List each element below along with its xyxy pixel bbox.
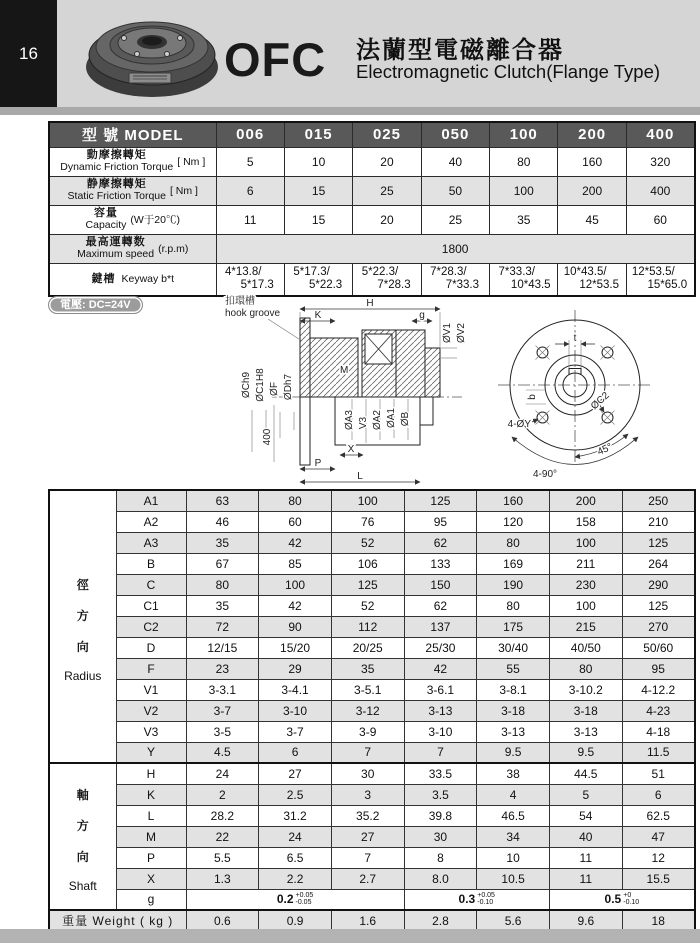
page-title-zh: 法蘭型電磁離合器 [356, 37, 564, 64]
dim-value-cell: 27 [259, 763, 332, 784]
dim-value-cell: 125 [331, 574, 404, 595]
dim-value-cell: 11 [549, 868, 622, 889]
spec-label-en: Keyway b*t [121, 272, 175, 285]
dim-value-cell: 34 [477, 826, 550, 847]
dim-value-cell: 2.7 [331, 868, 404, 889]
dim-value-cell: 4 [477, 784, 550, 805]
spec-row [49, 205, 695, 234]
dim-value-cell: 5.5 [186, 847, 259, 868]
spec-value-cell: 15 [284, 176, 352, 205]
dim-value-cell: 12/15 [186, 637, 259, 658]
dim-value-cell: 3-10 [404, 721, 477, 742]
spec-model-header: 015 [284, 122, 352, 147]
dim-value-cell: 28.2 [186, 805, 259, 826]
dim-value-cell: 3-13 [477, 721, 550, 742]
spec-label-zh: 動摩擦轉矩 [86, 149, 147, 161]
dim-value-cell: 46 [186, 511, 259, 532]
dim-value-cell: 4-18 [622, 721, 695, 742]
weight-value-cell: 1.6 [331, 910, 404, 931]
page-title-en: Electromagnetic Clutch(Flange Type) [356, 61, 661, 82]
dim-label-c1h8: ØC1H8 [255, 368, 266, 402]
dim-value-cell: 11 [549, 847, 622, 868]
dim-value-cell: 63 [186, 490, 259, 511]
spec-row [49, 176, 695, 205]
dim-label-b: ØB [400, 411, 411, 427]
dim-value-cell: 3-4.1 [259, 679, 332, 700]
dim-value-cell: 42 [404, 658, 477, 679]
spec-row [49, 263, 695, 296]
dim-value-cell: 62 [404, 532, 477, 553]
dim-value-cell: 55 [477, 658, 550, 679]
dim-value-cell: 125 [404, 490, 477, 511]
dim-label-t: t [573, 333, 577, 344]
dim-value-cell: 90 [259, 616, 332, 637]
dim-value-cell: 30 [331, 763, 404, 784]
spec-value-cell: 160 [558, 147, 626, 176]
dim-value-cell: 38 [477, 763, 550, 784]
footer-bar [0, 929, 700, 943]
dim-label-a3: ØA3 [344, 409, 355, 431]
dim-row-label: X [116, 868, 186, 889]
dim-value-cell: 150 [404, 574, 477, 595]
header-divider [0, 107, 700, 115]
dim-label-p: P [314, 458, 322, 469]
dim-value-cell: 4-23 [622, 700, 695, 721]
dim-value-cell: 190 [477, 574, 550, 595]
dim-value-cell: 25/30 [404, 637, 477, 658]
dim-value-cell: 6.5 [259, 847, 332, 868]
dim-value-cell: 169 [477, 553, 550, 574]
dim-label-k: K [314, 310, 322, 321]
spec-value-cell: 4*13.8/ 5*17.3 [216, 263, 284, 296]
spec-value-cell: 320 [626, 147, 694, 176]
spec-row-label [49, 263, 216, 296]
spec-model-header: 006 [216, 122, 284, 147]
dim-label-g: g [419, 310, 425, 321]
dim-group-label-en: Radius [64, 669, 102, 683]
dim-label-angle90: 4-90° [532, 469, 558, 480]
dim-value-cell: 11.5 [622, 742, 695, 763]
dim-group-label-en: Shaft [68, 879, 97, 893]
spec-value-cell: 6 [216, 176, 284, 205]
front-view [498, 310, 652, 480]
weight-value-cell: 5.6 [477, 910, 550, 931]
dim-row-label: C [116, 574, 186, 595]
spec-label-unit: [ Nm ] [169, 184, 198, 197]
dim-row-label: g [116, 889, 186, 910]
spec-model-header: 050 [421, 122, 489, 147]
dim-value-cell: 42 [259, 532, 332, 553]
spec-value-cell: 5*17.3/ 5*22.3 [284, 263, 352, 296]
dim-value-cell: 158 [549, 511, 622, 532]
page-number-tab [0, 0, 57, 107]
spec-label-en: Capacity [85, 218, 127, 231]
dim-row-label: Y [116, 742, 186, 763]
hook-groove-label-en: hook groove [225, 308, 281, 319]
dim-value-cell: 100 [331, 490, 404, 511]
dim-value-cell: 52 [331, 595, 404, 616]
dim-row-label: V2 [116, 700, 186, 721]
dim-value-cell: 2.5 [259, 784, 332, 805]
dim-value-cell: 270 [622, 616, 695, 637]
dim-value-cell: 250 [622, 490, 695, 511]
section-view [225, 295, 467, 482]
dim-value-cell: 35 [186, 595, 259, 616]
dim-row [49, 637, 695, 658]
dim-value-cell: 76 [331, 511, 404, 532]
dim-label-keyway-b: b [527, 394, 538, 400]
dim-value-cell: 0.5 +0 -0.10 [549, 889, 694, 910]
dim-value-cell: 290 [622, 574, 695, 595]
spec-label-en: Static Friction Torque [67, 189, 166, 202]
dim-value-cell: 22 [186, 826, 259, 847]
dim-value-cell: 29 [259, 658, 332, 679]
dim-value-cell: 54 [549, 805, 622, 826]
spec-label-en: Maximum speed [77, 247, 155, 260]
spec-value-cell: 45 [558, 205, 626, 234]
dim-label-ch9: ØCh9 [241, 371, 252, 399]
dim-value-cell: 230 [549, 574, 622, 595]
dim-row [49, 700, 695, 721]
dim-value-cell: 264 [622, 553, 695, 574]
dim-value-cell: 24 [259, 826, 332, 847]
weight-value-cell: 0.9 [259, 910, 332, 931]
spec-row-label [49, 176, 216, 205]
dim-row [49, 490, 695, 511]
dim-value-cell: 3-13 [404, 700, 477, 721]
dim-label-m: M [340, 365, 349, 376]
hook-groove-label-zh: 扣環槽 [225, 296, 255, 307]
spec-value-cell: 10 [284, 147, 352, 176]
dim-value-cell: 1.3 [186, 868, 259, 889]
weight-label: 重量 Weight ( kg ) [49, 910, 186, 931]
dim-value-cell: 40/50 [549, 637, 622, 658]
dim-label-400: 400 [262, 428, 273, 446]
product-photo [85, 5, 220, 105]
dim-value-cell: 200 [549, 490, 622, 511]
spec-value-cell: 10*43.5/ 12*53.5 [558, 263, 626, 296]
spec-model-header: 200 [558, 122, 626, 147]
dim-value-cell: 3-18 [477, 700, 550, 721]
dim-value-cell: 80 [477, 532, 550, 553]
dim-row [49, 826, 695, 847]
dim-row [49, 742, 695, 763]
dim-value-cell: 35 [186, 532, 259, 553]
spec-label-unit: [ Nm ] [177, 155, 206, 168]
dim-label-f: ØF [269, 382, 280, 396]
dim-row [49, 679, 695, 700]
dim-value-cell: 3-12 [331, 700, 404, 721]
spec-value-cell: 1800 [216, 234, 695, 263]
dim-value-cell: 15.5 [622, 868, 695, 889]
dim-value-cell: 12 [622, 847, 695, 868]
dim-value-cell: 5 [549, 784, 622, 805]
spec-value-cell: 60 [626, 205, 694, 234]
dim-row [49, 889, 695, 910]
dim-value-cell: 0.2 +0.05 -0.05 [186, 889, 404, 910]
dim-value-cell: 4-12.2 [622, 679, 695, 700]
dim-value-cell: 52 [331, 532, 404, 553]
dim-row-label: M [116, 826, 186, 847]
dim-value-cell: 72 [186, 616, 259, 637]
dim-group-label: 徑 方 向 Radius [49, 490, 116, 763]
product-code: OFC [224, 33, 327, 86]
dim-row-label: A1 [116, 490, 186, 511]
spec-model-header: 025 [353, 122, 421, 147]
dim-value-cell: 7 [331, 847, 404, 868]
dim-row [49, 847, 695, 868]
dim-row [49, 721, 695, 742]
dim-row-label: C1 [116, 595, 186, 616]
dim-row [49, 763, 695, 784]
spec-row [49, 234, 695, 263]
dim-row-label: A3 [116, 532, 186, 553]
dim-value-cell: 8.0 [404, 868, 477, 889]
dim-value-cell: 133 [404, 553, 477, 574]
weight-value-cell: 2.8 [404, 910, 477, 931]
dim-label-holes: 4-ØY [507, 419, 531, 430]
dim-row [49, 805, 695, 826]
dim-value-cell: 3-9 [331, 721, 404, 742]
spec-value-cell: 25 [353, 176, 421, 205]
spec-value-cell: 80 [490, 147, 558, 176]
dim-row-label: V3 [116, 721, 186, 742]
dim-value-cell: 44.5 [549, 763, 622, 784]
dim-value-cell: 30/40 [477, 637, 550, 658]
dim-value-cell: 51 [622, 763, 695, 784]
technical-drawing [0, 295, 700, 490]
dim-value-cell: 95 [404, 511, 477, 532]
spec-value-cell: 11 [216, 205, 284, 234]
spec-label-zh: 静摩擦轉矩 [86, 178, 147, 190]
dim-row [49, 553, 695, 574]
dim-value-cell: 210 [622, 511, 695, 532]
dim-row-label: H [116, 763, 186, 784]
dim-row-label: D [116, 637, 186, 658]
dim-value-cell: 100 [549, 532, 622, 553]
dim-value-cell: 62 [404, 595, 477, 616]
weight-value-cell: 0.6 [186, 910, 259, 931]
spec-label-en: Dynamic Friction Torque [60, 160, 174, 173]
spec-row [49, 147, 695, 176]
dim-value-cell: 6 [622, 784, 695, 805]
dim-value-cell: 3-6.1 [404, 679, 477, 700]
dim-row [49, 574, 695, 595]
dim-value-cell: 47 [622, 826, 695, 847]
spec-row-label [49, 234, 216, 263]
dim-value-cell: 112 [331, 616, 404, 637]
dim-value-cell: 35 [331, 658, 404, 679]
dim-value-cell: 7 [331, 742, 404, 763]
spec-model-header: 400 [626, 122, 694, 147]
dim-value-cell: 211 [549, 553, 622, 574]
dim-value-cell: 80 [549, 658, 622, 679]
weight-value-cell: 9.6 [549, 910, 622, 931]
dim-value-cell: 20/25 [331, 637, 404, 658]
dim-value-cell: 3-10 [259, 700, 332, 721]
spec-value-cell: 5 [216, 147, 284, 176]
dim-row [49, 658, 695, 679]
dim-value-cell: 3-5.1 [331, 679, 404, 700]
spec-row-label [49, 205, 216, 234]
dim-value-cell: 40 [549, 826, 622, 847]
dim-value-cell: 3 [331, 784, 404, 805]
dim-row-label: F [116, 658, 186, 679]
dim-value-cell: 215 [549, 616, 622, 637]
dim-value-cell: 80 [259, 490, 332, 511]
dim-value-cell: 35.2 [331, 805, 404, 826]
dim-value-cell: 4.5 [186, 742, 259, 763]
dim-label-c2: ØC2 [589, 390, 612, 413]
spec-model-header-label: 型 號 MODEL [49, 122, 216, 147]
spec-value-cell: 35 [490, 205, 558, 234]
spec-value-cell: 25 [421, 205, 489, 234]
dim-value-cell: 3-7 [259, 721, 332, 742]
spec-label-zh: 容量 [93, 207, 118, 219]
spec-value-cell: 7*33.3/ 10*43.5 [490, 263, 558, 296]
dim-value-cell: 46.5 [477, 805, 550, 826]
dim-value-cell: 160 [477, 490, 550, 511]
dim-value-cell: 85 [259, 553, 332, 574]
dim-value-cell: 3-13 [549, 721, 622, 742]
dimension-table [48, 489, 696, 932]
dim-value-cell: 80 [186, 574, 259, 595]
spec-value-cell: 12*53.5/ 15*65.0 [626, 263, 694, 296]
spec-label-unit: (r.p.m) [158, 242, 189, 255]
dim-value-cell: 106 [331, 553, 404, 574]
spec-value-cell: 20 [353, 147, 421, 176]
spec-value-cell: 5*22.3/ 7*28.3 [353, 263, 421, 296]
dim-row [49, 784, 695, 805]
dim-row [49, 616, 695, 637]
dim-value-cell: 100 [549, 595, 622, 616]
page-header [0, 0, 700, 107]
dim-value-cell: 42 [259, 595, 332, 616]
dim-value-cell: 60 [259, 511, 332, 532]
spec-value-cell: 7*28.3/ 7*33.3 [421, 263, 489, 296]
dim-row [49, 532, 695, 553]
dim-value-cell: 39.8 [404, 805, 477, 826]
dim-label-x: X [347, 444, 355, 455]
dim-label-a1: ØA1 [386, 407, 397, 429]
dim-value-cell: 15/20 [259, 637, 332, 658]
dim-row-label: K [116, 784, 186, 805]
dim-label-angle45: 45° [595, 441, 615, 458]
dim-row [49, 868, 695, 889]
spec-table [48, 121, 696, 297]
dim-value-cell: 9.5 [477, 742, 550, 763]
dim-value-cell: 120 [477, 511, 550, 532]
dim-value-cell: 175 [477, 616, 550, 637]
dim-value-cell: 30 [404, 826, 477, 847]
dim-value-cell: 31.2 [259, 805, 332, 826]
dim-label-v2: ØV2 [456, 322, 467, 344]
dim-group-label: 軸 方 向 Shaft [49, 763, 116, 910]
spec-value-cell: 50 [421, 176, 489, 205]
dim-value-cell: 125 [622, 532, 695, 553]
dim-value-cell: 3-18 [549, 700, 622, 721]
dim-label-v1: ØV1 [442, 322, 453, 344]
dim-value-cell: 67 [186, 553, 259, 574]
spec-value-cell: 40 [421, 147, 489, 176]
spec-value-cell: 15 [284, 205, 352, 234]
dim-value-cell: 9.5 [549, 742, 622, 763]
dim-label-h: H [366, 298, 374, 309]
spec-value-cell: 20 [353, 205, 421, 234]
dim-value-cell: 10 [477, 847, 550, 868]
dim-row-label: V1 [116, 679, 186, 700]
spec-label-zh: 最高運轉数 [85, 236, 146, 248]
dim-value-cell: 137 [404, 616, 477, 637]
dim-value-cell: 2 [186, 784, 259, 805]
dim-row-label: A2 [116, 511, 186, 532]
dim-value-cell: 62.5 [622, 805, 695, 826]
dim-value-cell: 24 [186, 763, 259, 784]
spec-row-label [49, 147, 216, 176]
dim-value-cell: 6 [259, 742, 332, 763]
spec-label-unit: (W于20℃) [130, 214, 180, 226]
dim-label-dh7: ØDh7 [283, 373, 294, 401]
spec-label-zh: 鍵槽 [91, 272, 116, 285]
dim-label-l: L [357, 471, 363, 482]
dim-row [49, 511, 695, 532]
dim-value-cell: 3.5 [404, 784, 477, 805]
dim-value-cell: 8 [404, 847, 477, 868]
weight-value-cell: 18 [622, 910, 695, 931]
dim-value-cell: 23 [186, 658, 259, 679]
dim-row-label: P [116, 847, 186, 868]
dim-value-cell: 3-3.1 [186, 679, 259, 700]
dim-value-cell: 7 [404, 742, 477, 763]
dim-value-cell: 50/60 [622, 637, 695, 658]
dim-value-cell: 100 [259, 574, 332, 595]
dim-value-cell: 2.2 [259, 868, 332, 889]
spec-value-cell: 200 [558, 176, 626, 205]
dim-row-label: C2 [116, 616, 186, 637]
spec-value-cell: 100 [490, 176, 558, 205]
dim-value-cell: 3-8.1 [477, 679, 550, 700]
dim-value-cell: 3-7 [186, 700, 259, 721]
dim-value-cell: 27 [331, 826, 404, 847]
dim-value-cell: 0.3 +0.05 -0.10 [404, 889, 549, 910]
spec-model-header: 100 [490, 122, 558, 147]
weight-row [49, 910, 695, 931]
spec-value-cell: 400 [626, 176, 694, 205]
dim-label-a2: ØA2 [372, 409, 383, 431]
dim-label-v3: V3 [358, 416, 369, 430]
dim-row-label: L [116, 805, 186, 826]
dim-value-cell: 80 [477, 595, 550, 616]
dim-row-label: B [116, 553, 186, 574]
dim-row [49, 595, 695, 616]
voltage-badge: 電壓: DC=24V [48, 296, 143, 314]
dim-value-cell: 33.5 [404, 763, 477, 784]
dim-value-cell: 3-5 [186, 721, 259, 742]
spec-header-row [49, 122, 695, 147]
dim-value-cell: 3-10.2 [549, 679, 622, 700]
dim-value-cell: 10.5 [477, 868, 550, 889]
dim-value-cell: 125 [622, 595, 695, 616]
dim-value-cell: 95 [622, 658, 695, 679]
page-number: 16 [19, 43, 38, 63]
